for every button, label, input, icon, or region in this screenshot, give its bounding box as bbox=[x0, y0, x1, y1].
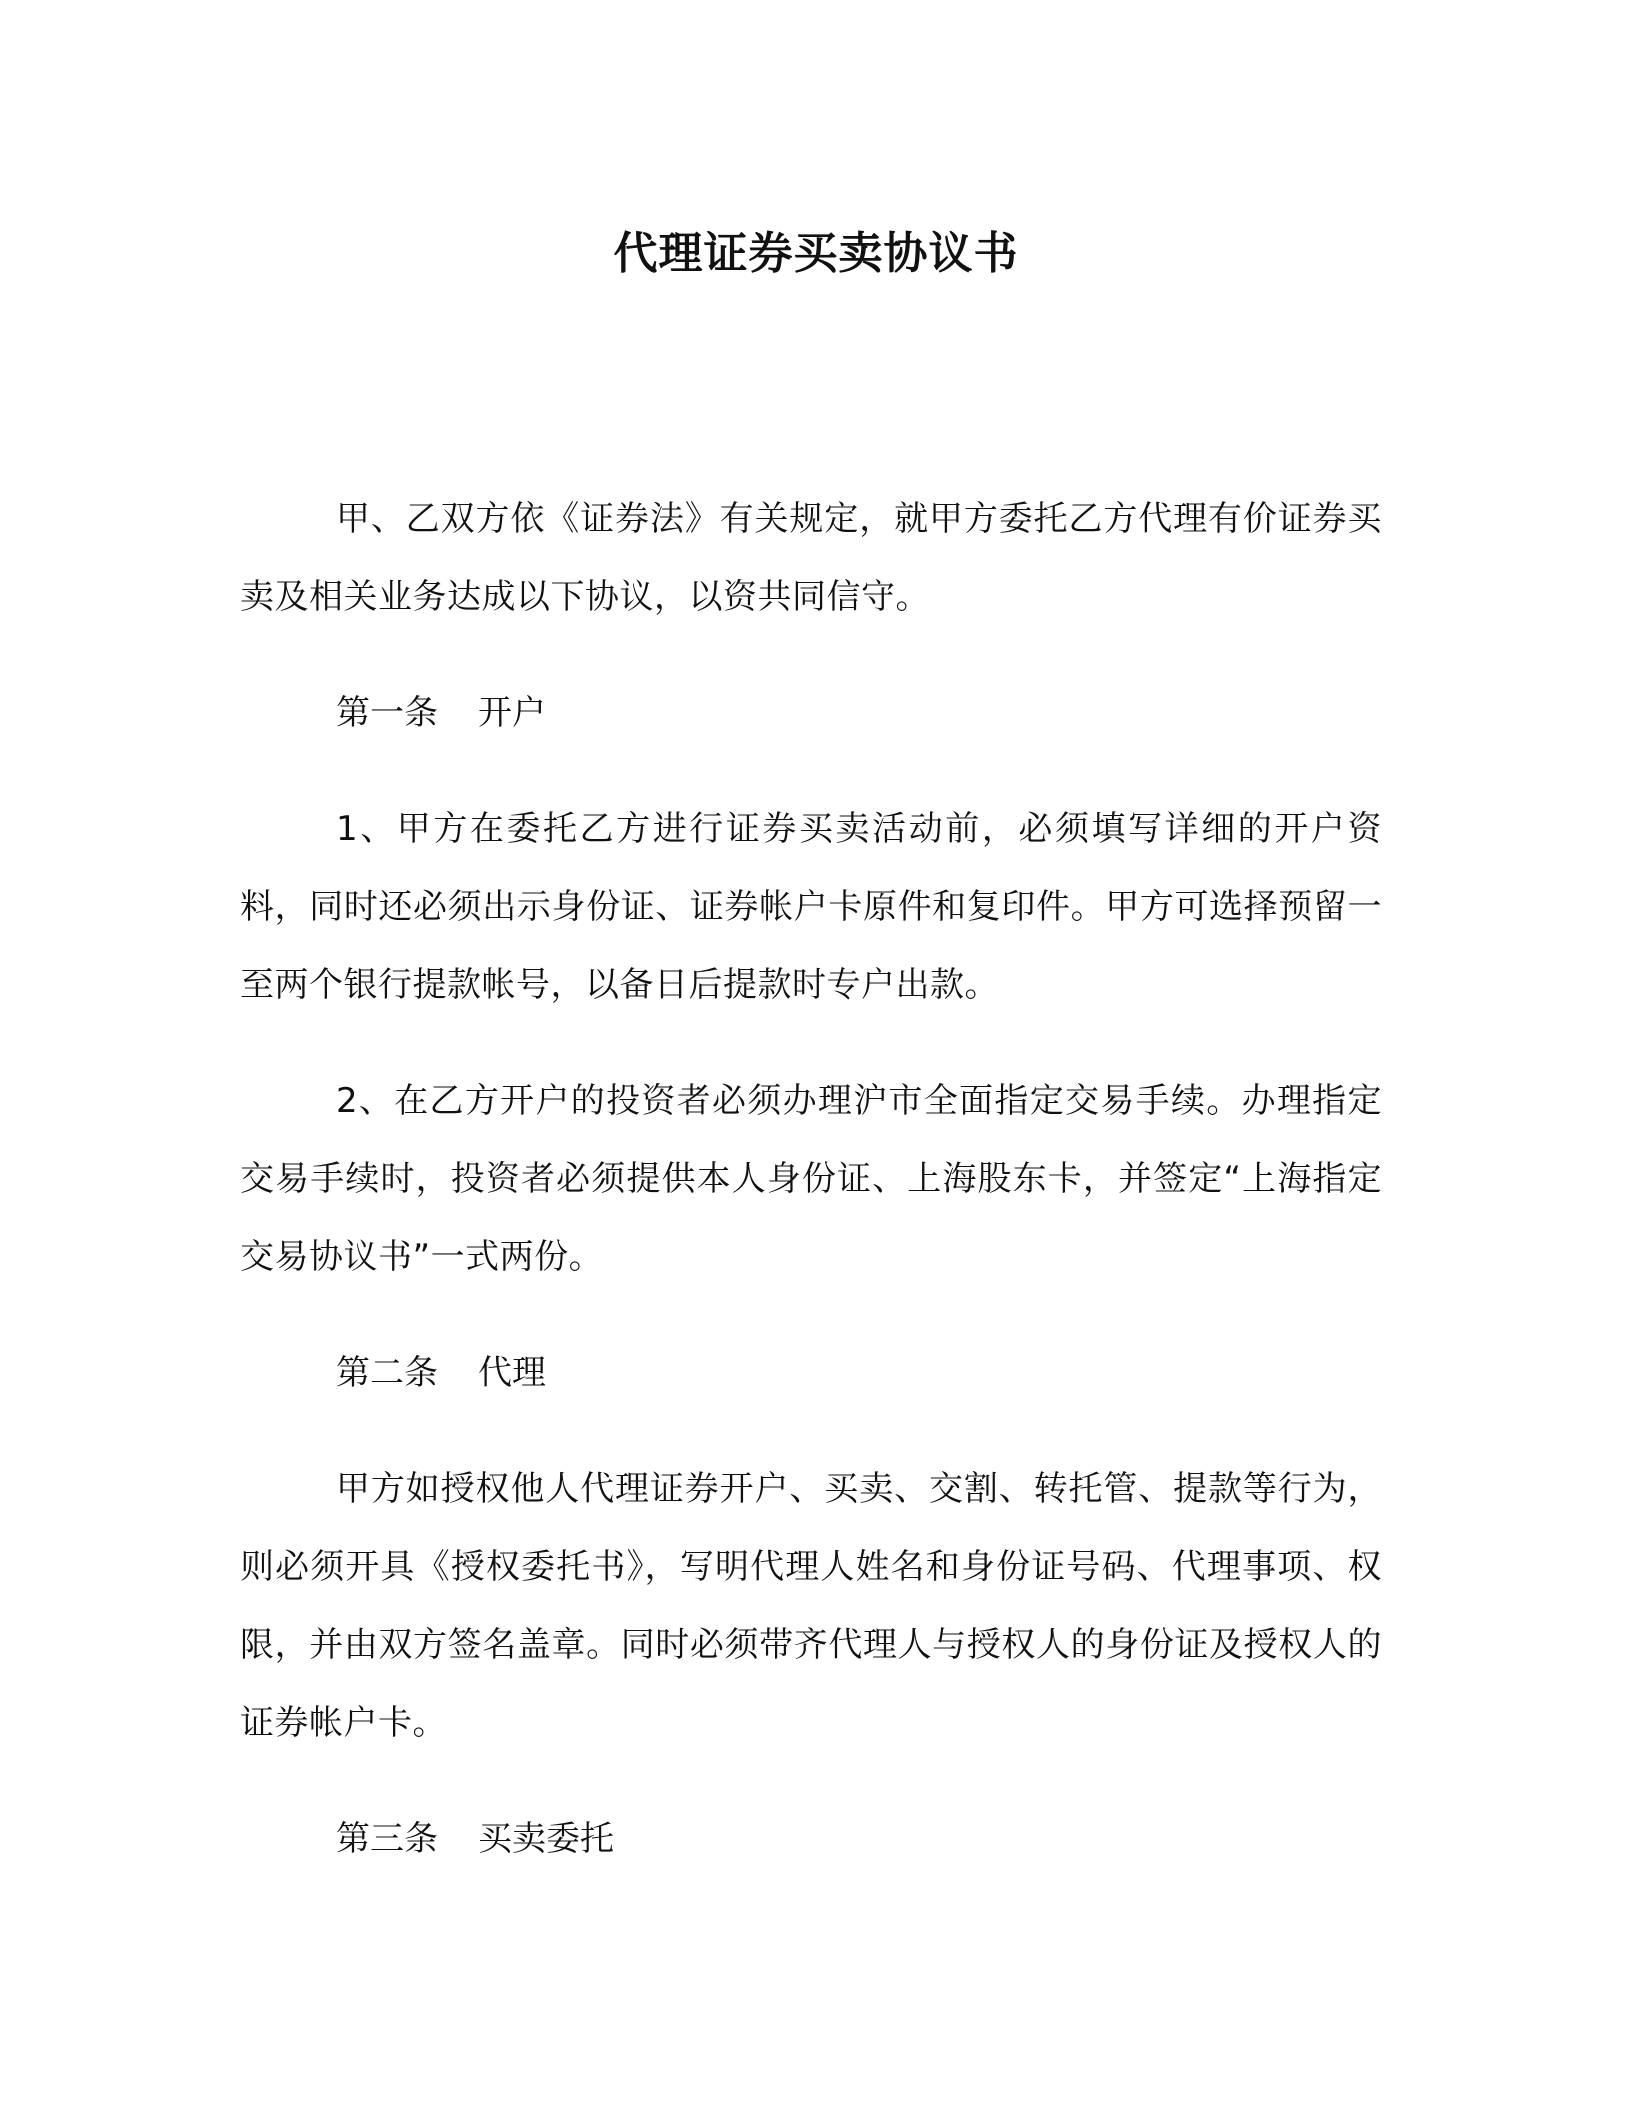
article-2-heading bbox=[240, 1334, 1382, 1412]
article-1-heading bbox=[240, 674, 1382, 752]
article-2-number: 第二条 bbox=[336, 1353, 438, 1393]
article-2-paragraph-1: 甲方如授权他人代理证券开户、买卖、交割、转托管、提款等行为，则必须开具《授权委托书》，写明代理人姓名和身份证号码、代理事项、权限，并由双方签名盖章。同时必须带齐代理人与授权人的身份证及授权人的证券帐户卡。 bbox=[240, 1469, 1382, 1743]
article-3-name: 买卖委托 bbox=[478, 1819, 614, 1859]
article-1-number: 第一条 bbox=[336, 693, 438, 733]
intro-paragraph: 甲、乙双方依《证券法》有关规定，就甲方委托乙方代理有价证券买卖及相关业务达成以下协议，以资共同信守。 bbox=[240, 499, 1382, 617]
article-1-paragraph-2: 2、在乙方开户的投资者必须办理沪市全面指定交易手续。办理指定交易手续时，投资者必须提供本人身份证、上海股东卡，并签定“上海指定交易协议书”一式两份。 bbox=[240, 1081, 1382, 1277]
document-title: 代理证券买卖协议书 bbox=[613, 228, 1019, 279]
article-1-paragraph-1: 1、甲方在委托乙方进行证券买卖活动前，必须填写详细的开户资料，同时还必须出示身份证、证券帐户卡原件和复印件。甲方可选择预留一至两个银行提款帐号，以备日后提款时专户出款。 bbox=[240, 809, 1382, 1005]
article-2-name: 代理 bbox=[478, 1353, 546, 1393]
article-3-heading bbox=[240, 1800, 1382, 1878]
document-body bbox=[240, 480, 1382, 1916]
article-3-number: 第三条 bbox=[336, 1819, 438, 1859]
article-1-name: 开户 bbox=[478, 693, 546, 733]
